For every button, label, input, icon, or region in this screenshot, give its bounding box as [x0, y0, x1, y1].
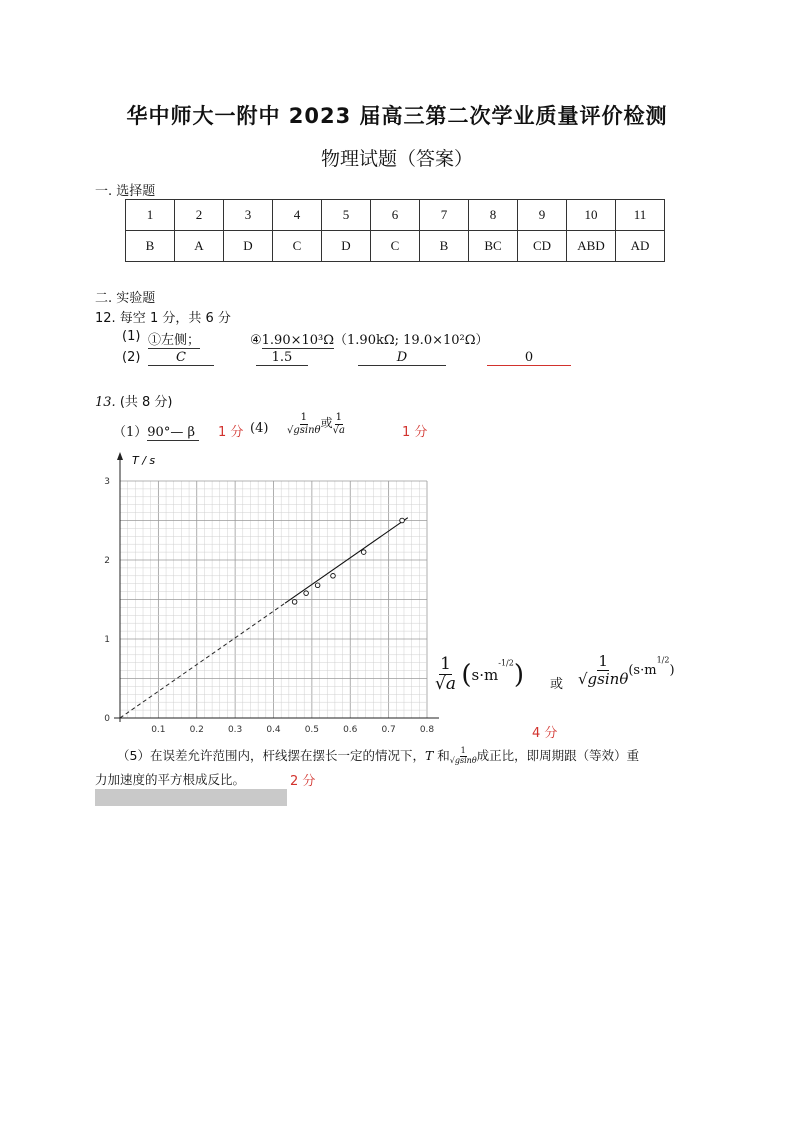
fit-line-dashed — [120, 603, 285, 718]
q13-part4-or: 或 — [320, 415, 333, 430]
x-tick-label: 0.7 — [381, 725, 396, 735]
q13-part4-denominator-2: √a — [332, 424, 345, 436]
question-number-cell: 9 — [518, 200, 567, 231]
x-tick-label: 0.4 — [266, 725, 281, 735]
answer-cell: C — [371, 231, 420, 262]
q13-part1-label: （1） — [113, 425, 148, 440]
y-tick-label: 2 — [104, 556, 110, 566]
q13-part4-score: 1 分 — [402, 425, 428, 440]
axis-formula2-unit-close: ) — [669, 663, 675, 679]
q12-intro: 12. 每空 1 分，共 6 分 — [95, 311, 231, 326]
y-tick-label: 3 — [104, 477, 110, 487]
question-number-cell: 2 — [175, 200, 224, 231]
answer-table-answer-row — [126, 231, 665, 262]
y-tick-label: 0 — [104, 714, 110, 724]
answer-cell: BC — [469, 231, 518, 262]
question-number-cell: 8 — [469, 200, 518, 231]
question-number-cell: 7 — [420, 200, 469, 231]
question-number-cell: 5 — [322, 200, 371, 231]
q12-line2-label: (2) — [122, 350, 141, 365]
question-number-cell: 3 — [224, 200, 273, 231]
data-point — [331, 574, 336, 579]
y-axis-arrow — [117, 452, 123, 460]
chart-ticks — [104, 477, 434, 735]
q12-blank-4: 0 — [487, 350, 571, 366]
chart-points — [292, 518, 404, 604]
q13-part1-score: 1 分 — [218, 425, 244, 440]
data-point — [304, 591, 309, 596]
answer-cell: A — [175, 231, 224, 262]
q13-part5-T: T — [424, 748, 434, 763]
question-number-cell: 1 — [126, 200, 175, 231]
axis-formula-unit-exponent: -1/2 — [498, 658, 514, 668]
q13-part5-line1: （5）在误差允许范围内，杆线摆在摆长一定的情况下，T 和 $\frac{1}{√gsin\theta}$ 成正比，即周期跟（等效）重 — [117, 746, 640, 765]
x-tick-label: 0.6 — [343, 725, 358, 735]
answer-cell: B — [420, 231, 469, 262]
data-point — [292, 600, 297, 605]
answer-cell: CD — [518, 231, 567, 262]
q13-part4-label: (4) — [250, 421, 269, 436]
chart-ylabel: T / s — [132, 454, 156, 467]
q12-answer-resistance — [250, 329, 489, 349]
chart-axes — [114, 452, 439, 722]
answer-cell: AD — [616, 231, 665, 262]
answer-table-number-row — [126, 200, 665, 231]
answer-cell: D — [322, 231, 371, 262]
q13-part4-numerator-2: 1 — [335, 412, 342, 423]
axis-formula2-unit-exponent: 1/2 — [656, 655, 670, 665]
question-number-cell: 11 — [616, 200, 665, 231]
axis-variable-formula: $\frac{1}{√a}$ $(s\cdot m^{-1/2})$ — [435, 654, 524, 694]
q13-part4-numerator: 1 — [300, 412, 307, 423]
data-point — [315, 583, 320, 588]
question-number-cell: 10 — [567, 200, 616, 231]
page-title: 华中师大一附中 2023 届高三第二次学业质量评价检测 — [126, 104, 668, 128]
q13-part5-score: 2 分 — [290, 774, 316, 789]
period-chart — [90, 448, 530, 738]
answer-cell: ABD — [567, 231, 616, 262]
q13-part4-answer — [287, 413, 345, 436]
y-tick-label: 1 — [104, 635, 110, 645]
x-tick-label: 0.1 — [151, 725, 166, 735]
q13-part1-answer: 90°— β — [147, 425, 199, 441]
redaction-bar — [95, 789, 287, 806]
section1-heading: 一. 选择题 — [95, 184, 156, 199]
q12-answer-resistance-value: 1.90×10³Ω — [261, 333, 335, 348]
axis-variable-formula-2 — [578, 654, 675, 687]
answer-cell: B — [126, 231, 175, 262]
fit-line-solid — [285, 518, 408, 603]
q12-blank-2: 1.5 — [256, 350, 308, 366]
q12-answer-resistance-alt: （1.90kΩ; 19.0×10²Ω） — [334, 333, 489, 348]
q13-part5-text-c: 成正比，即周期跟（等效）重 — [476, 748, 640, 763]
axis-formula-denominator: √a — [435, 673, 456, 694]
data-point — [400, 518, 405, 523]
q13-intro: (共 8 分) — [119, 395, 173, 410]
x-tick-label: 0.3 — [227, 725, 243, 735]
page-subtitle: 物理试题（答案） — [320, 148, 473, 170]
axis-formula2-denominator: √gsinθ — [578, 669, 629, 688]
axis-formula2-unit: (s·m — [628, 663, 657, 679]
axis-formula-or: 或 — [550, 677, 564, 692]
q12-blank-3: D — [358, 350, 446, 366]
q13-part5-text-a: （5）在误差允许范围内，杆线摆在摆长一定的情况下， — [117, 748, 425, 763]
question-number-cell: 6 — [371, 200, 420, 231]
axis-formula-unit: s·m — [471, 665, 499, 684]
q12-answer-resistance-prefix: ④ — [250, 333, 262, 348]
axis-formula2-numerator: 1 — [598, 652, 608, 670]
q13-number: 13. — [95, 395, 116, 410]
axis-formula-numerator: 1 — [440, 654, 451, 674]
q12-answer-left-side: ①左侧； — [148, 329, 200, 349]
q13-part5-text-b: 和 — [433, 748, 450, 763]
answer-table — [125, 199, 665, 262]
data-point — [361, 550, 366, 555]
chart-fit-line — [120, 518, 408, 718]
chart-grid — [120, 481, 427, 718]
answer-cell: C — [273, 231, 322, 262]
x-tick-label: 0.8 — [419, 725, 435, 735]
q13-part4-denominator: √gsinθ — [287, 424, 321, 436]
q12-blank-1: C — [148, 350, 214, 366]
x-tick-label: 0.5 — [304, 725, 320, 735]
x-tick-label: 0.2 — [189, 725, 204, 735]
question-number-cell: 4 — [273, 200, 322, 231]
answer-cell: D — [224, 231, 273, 262]
q13-part5-line2: 力加速度的平方根成反比。 — [95, 772, 246, 787]
q12-line1-label: (1) — [122, 329, 141, 344]
q13-graph-score: 4 分 — [532, 726, 558, 741]
section2-heading: 二. 实验题 — [95, 291, 156, 306]
